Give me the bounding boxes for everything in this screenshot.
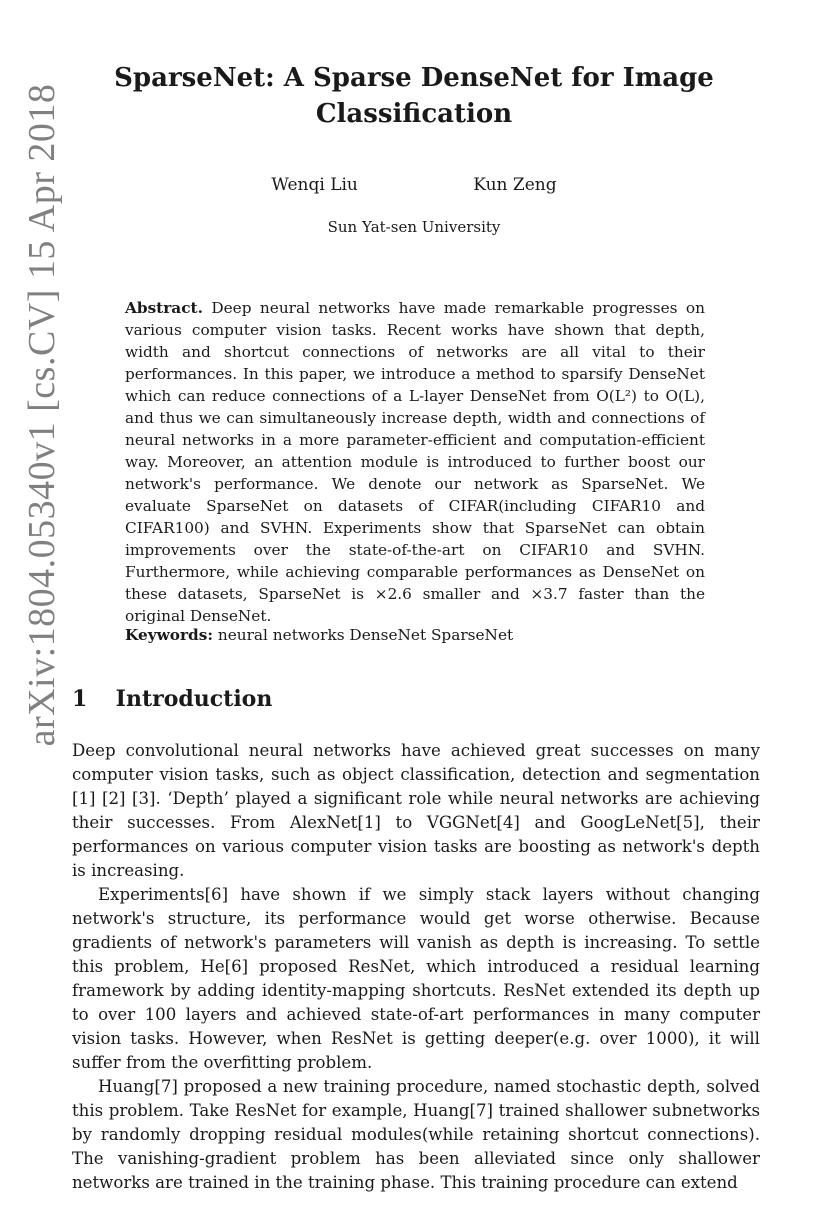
affiliation: Sun Yat-sen University (327, 218, 501, 236)
abstract (125, 297, 705, 627)
section-body (72, 739, 760, 1195)
section-number: 1 (72, 686, 88, 712)
keywords (125, 626, 705, 644)
author-list (0, 175, 828, 195)
abstract-text: Deep neural networks have made remarkable progresses on various computer vision tasks. Recent works have shown that depth, width and shortcut connections of networks are all vital to their performances. In this paper, we introduce a method to sparsify DenseNet which can reduce connections of a L-layer DenseNet from O(L²) to O(L), and thus we can simultaneously increase depth, width and connections of neural networks in a more parameter-efficient and computation-efficient way. Moreover, an attention module is introduced to further boost our network's performance. We denote our network as SparseNet. We evaluate SparseNet on datasets of CIFAR(including CIFAR10 and CIFAR100) and SVHN. Experiments show that SparseNet can obtain improvements over the state-of-the-art on CIFAR10 and SVHN. Furthermore, while achieving comparable performances as DenseNet on these datasets, SparseNet is ×2.6 smaller and ×3.7 faster than the original DenseNet. (125, 299, 705, 625)
body-paragraph: Experiments[6] have shown if we simply stack layers without changing network's structure, its performance would get worse otherwise. Because gradients of network's parameters will vanish as depth is increasing. To settle this problem, He[6] proposed ResNet, which introduced a residual learning framework by adding identity-mapping shortcuts. ResNet extended its depth up to over 100 layers and achieved state-of-art performances in many computer vision tasks. However, when ResNet is getting deeper(e.g. over 1000), it will suffer from the overfitting problem. (72, 885, 760, 1072)
abstract-label: Abstract. (125, 299, 203, 317)
body-paragraph: Deep convolutional neural networks have achieved great successes on many computer vision tasks, such as object classification, detection and segmentation [1] [2] [3]. ‘Depth’ played a significant role while neural networks are achieving their successes. From AlexNet[1] to VGGNet[4] and GoogLeNet[5], their performances on various computer vision tasks are boosting as network's depth is increasing. (72, 741, 760, 880)
paper-title: SparseNet: A Sparse DenseNet for Image Classification (114, 63, 714, 129)
body-paragraph: Huang[7] proposed a new training procedure, named stochastic depth, solved this problem. Take ResNet for example, Huang[7] trained shallower subnetworks by randomly dropping residual modules(while retaining shortcut connections). The vanishing-gradient problem has been alleviated since only shallower networks are trained in the training phase. This training procedure can extend (72, 1077, 760, 1192)
section-heading (72, 686, 272, 712)
arxiv-stamp: arXiv:1804.05340v1 [cs.CV] 15 Apr 2018 (21, 83, 63, 747)
keywords-text: neural networks DenseNet SparseNet (217, 626, 514, 644)
author-name: Kun Zeng (473, 175, 557, 195)
keywords-label: Keywords: (125, 626, 213, 644)
section-title: Introduction (115, 686, 273, 712)
author-name: Wenqi Liu (271, 175, 358, 195)
